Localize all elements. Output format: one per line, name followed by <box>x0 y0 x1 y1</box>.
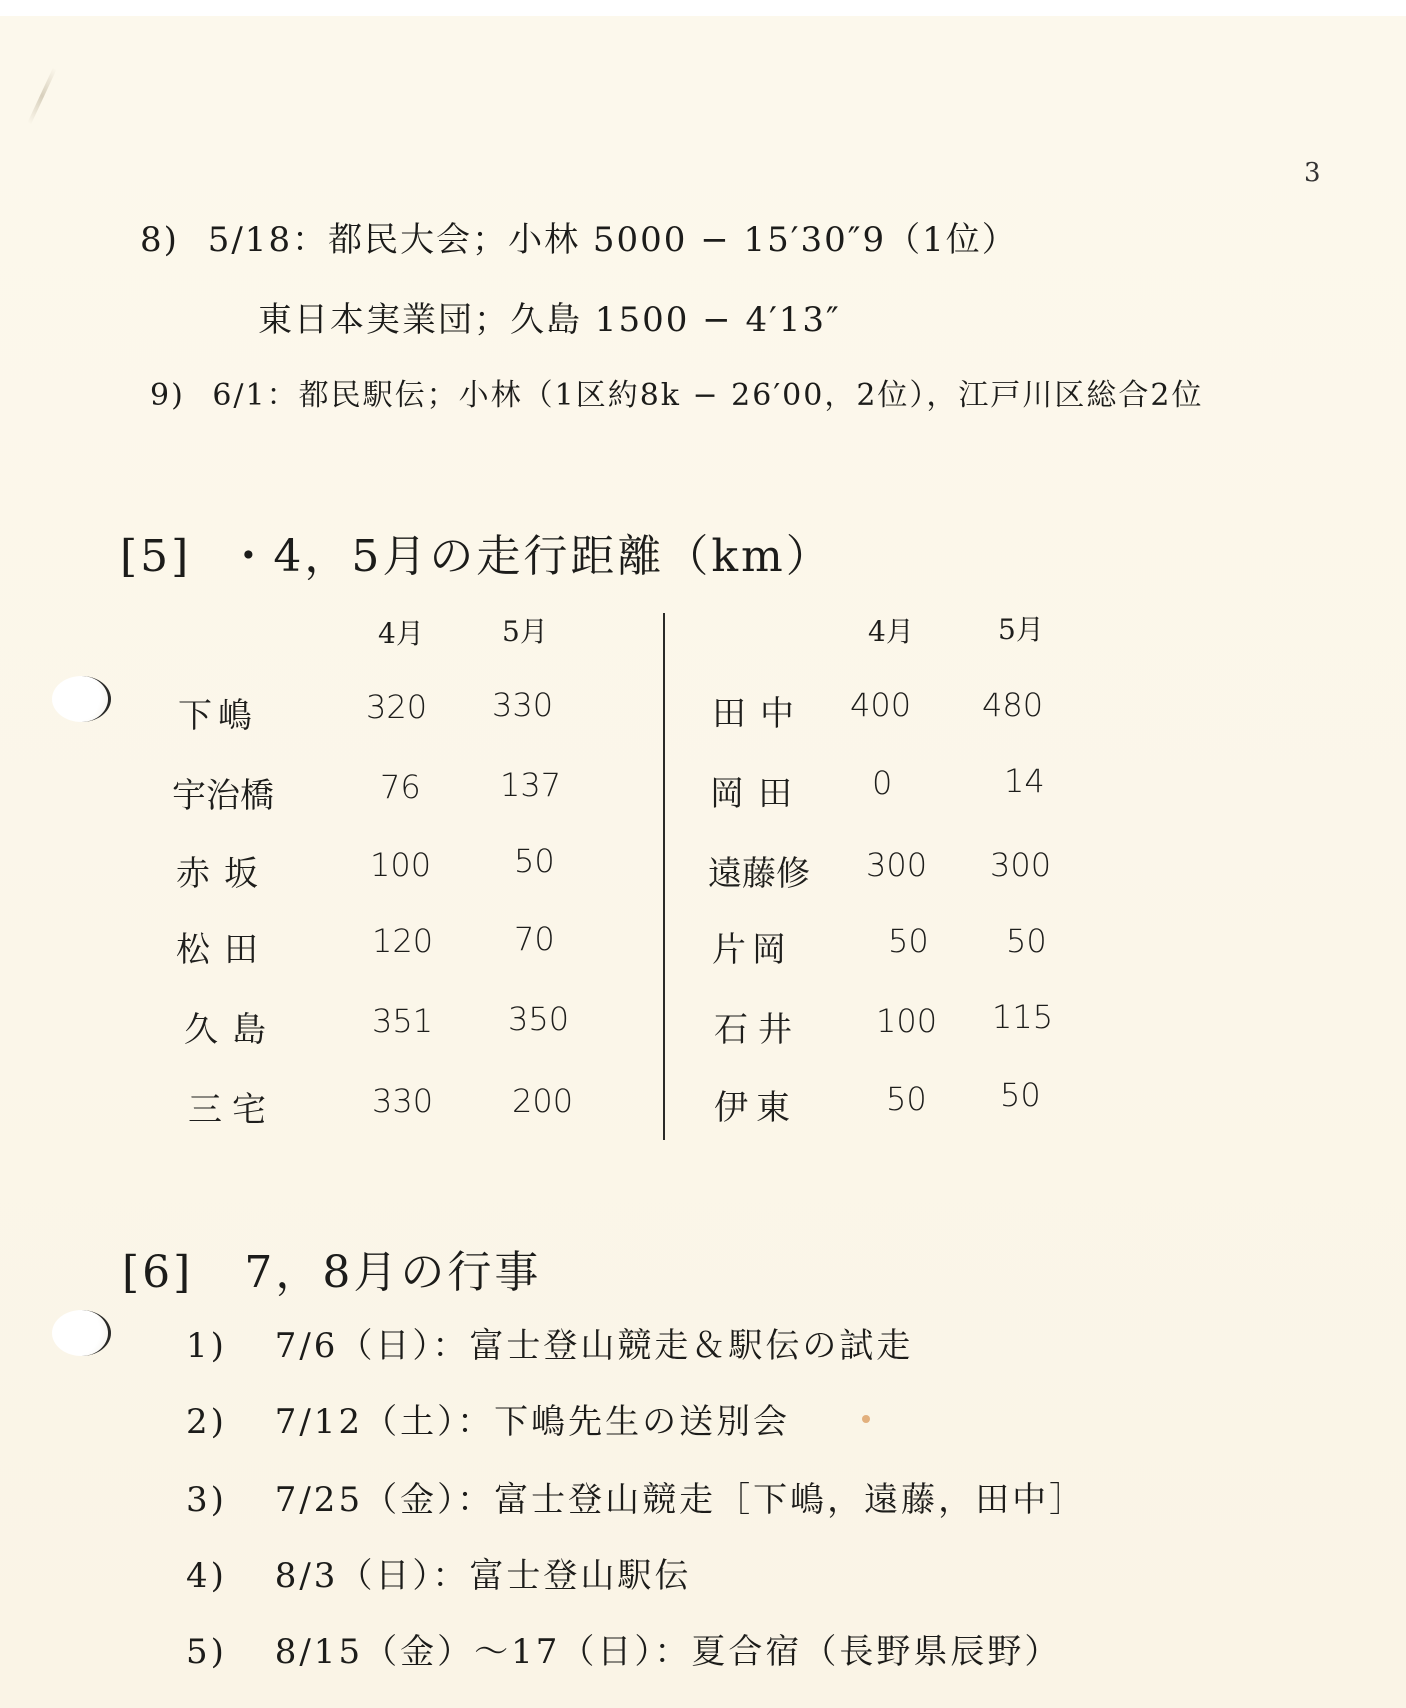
punch-hole-lower <box>52 1310 111 1356</box>
runner-name: 田中 <box>712 694 808 734</box>
distance-may: 50 <box>514 842 555 880</box>
distance-may: 480 <box>982 686 1044 724</box>
result-item-9 <box>150 370 1204 414</box>
column-header-may-right: 5月 <box>998 613 1044 646</box>
section-6-heading <box>122 1236 541 1300</box>
runner-name: 岡田 <box>710 774 806 814</box>
result-text: 東日本実業団；久島 1500 − 4′13″ <box>258 300 841 340</box>
distance-may: 200 <box>512 1082 574 1120</box>
column-header-apr-left: 4月 <box>378 617 424 650</box>
distance-apr: 120 <box>372 922 434 960</box>
distance-apr: 351 <box>372 1002 434 1040</box>
distance-may: 300 <box>990 846 1052 884</box>
list-item <box>186 1624 1061 1673</box>
punch-hole-upper <box>52 676 111 722</box>
event-number: 1) <box>186 1326 227 1366</box>
result-number: 9) <box>150 378 185 413</box>
list-item <box>186 1472 1086 1521</box>
runner-name: 宇治橋 <box>172 776 274 816</box>
distance-apr: 76 <box>380 768 421 806</box>
distance-apr: 330 <box>372 1082 434 1120</box>
runner-name: 石井 <box>714 1010 802 1050</box>
event-text: 7/25（金）：富士登山競走［下嶋，遠藤，田中］ <box>274 1480 1087 1520</box>
paper-mark <box>28 68 57 124</box>
distance-apr: 400 <box>850 686 912 724</box>
page-number: 3 <box>1304 158 1321 188</box>
result-text: 5/18：都民大会；小林 5000 − 15′30″9（1位） <box>207 220 1018 260</box>
distance-may: 137 <box>500 766 562 804</box>
distance-apr: 50 <box>888 922 929 960</box>
section-6-title: 7，8月の行事 <box>244 1247 542 1298</box>
distance-may: 70 <box>514 920 555 958</box>
distance-apr: 0 <box>872 764 893 802</box>
result-item-8 <box>140 212 1018 261</box>
list-item <box>186 1318 913 1367</box>
column-header-may-left: 5月 <box>502 615 548 648</box>
event-text: 8/3（日）：富士登山駅伝 <box>274 1556 692 1596</box>
distance-apr: 100 <box>876 1002 938 1040</box>
runner-name: 伊東 <box>714 1088 798 1128</box>
event-number: 2) <box>186 1402 227 1442</box>
section-5-title: ・4，5月の走行距離（km） <box>226 531 833 582</box>
distance-apr: 320 <box>366 688 428 726</box>
runner-name: 久島 <box>184 1010 280 1050</box>
section-6-label: [6] <box>122 1247 194 1298</box>
distance-may: 330 <box>492 686 554 724</box>
event-number: 5) <box>186 1632 227 1672</box>
event-number: 3) <box>186 1480 227 1520</box>
distance-may: 115 <box>992 998 1054 1036</box>
distance-may: 14 <box>1004 762 1045 800</box>
result-item-8-continued <box>258 292 841 341</box>
event-number: 4) <box>186 1556 227 1596</box>
paper-speck <box>862 1415 870 1423</box>
event-text: 7/12（土）：下嶋先生の送別会 <box>274 1402 791 1442</box>
distance-may: 50 <box>1000 1076 1041 1114</box>
event-text: 7/6（日）：富士登山競走＆駅伝の試走 <box>274 1326 914 1366</box>
runner-name: 下嶋 <box>178 696 258 736</box>
result-number: 8) <box>140 220 179 260</box>
distance-apr: 50 <box>886 1080 927 1118</box>
section-5-label: [5] <box>120 531 192 582</box>
distance-may: 350 <box>508 1000 570 1038</box>
distance-apr: 100 <box>370 846 432 884</box>
event-text: 8/15（金）〜17（日）：夏合宿（長野県辰野） <box>274 1632 1062 1672</box>
runner-name: 赤坂 <box>176 854 272 894</box>
runner-name: 松田 <box>176 930 272 970</box>
column-header-apr-right: 4月 <box>868 615 914 648</box>
runner-name: 片岡 <box>712 930 792 970</box>
result-text: 6/1：都民駅伝；小林（1区約8k − 26′00，2位），江戸川区総合2位 <box>212 378 1204 413</box>
list-item <box>186 1548 691 1597</box>
runner-name: 遠藤修 <box>708 854 810 894</box>
distance-may: 50 <box>1006 922 1047 960</box>
list-item <box>186 1394 790 1443</box>
runner-name: 三宅 <box>188 1090 276 1130</box>
distance-apr: 300 <box>866 846 928 884</box>
section-5-heading <box>120 520 833 584</box>
table-divider <box>663 613 665 1140</box>
scan-top-edge <box>0 0 1406 16</box>
